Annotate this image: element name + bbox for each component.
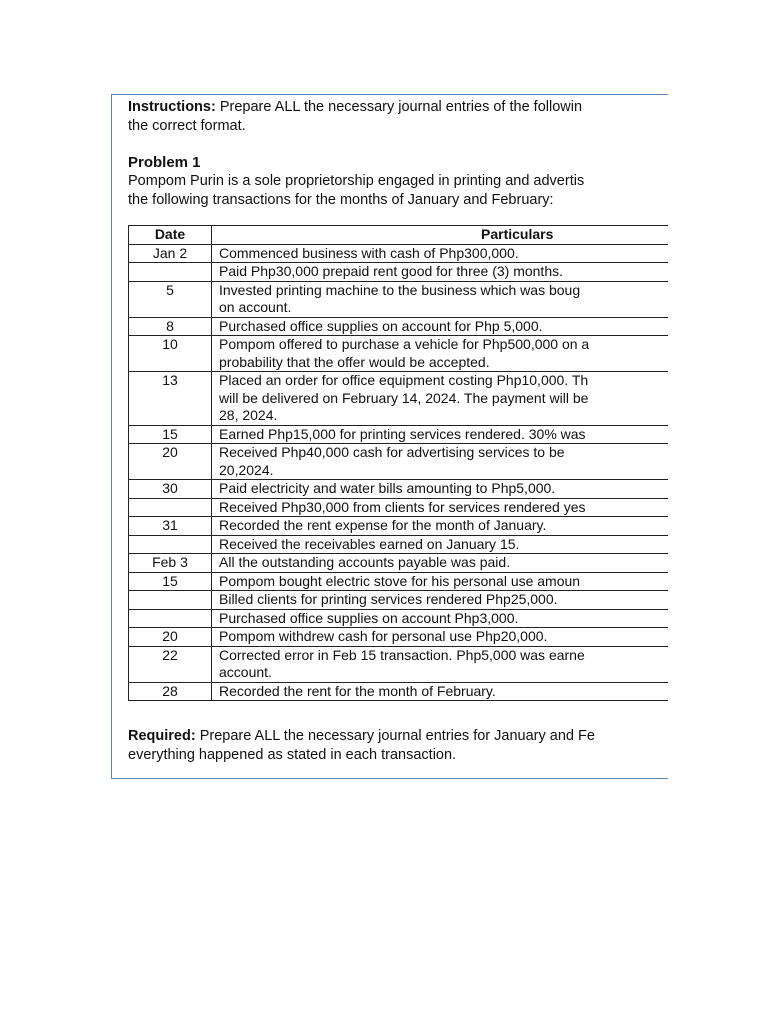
date-cell: 28 [129,682,212,701]
instructions-line-1 [128,98,582,117]
instructions-label: Instructions: [128,99,216,115]
particulars-cell [212,682,669,701]
particulars-line: Recorded the rent expense for the month of January. [219,517,547,533]
date-cell: Feb 3 [129,554,212,573]
date-cell: Jan 2 [129,244,212,263]
date-cell: 15 [129,425,212,444]
table-row [129,517,669,536]
particulars-line: Received Php40,000 cash for advertising services to be [219,444,565,460]
particulars-cell [212,244,669,263]
particulars-line: Received Php30,000 from clients for services rendered yes [219,498,586,515]
particulars-line: Purchased office supplies on account Php3,000. [219,609,519,626]
table-row [129,498,669,517]
required-text: Prepare ALL the necessary journal entries for January and Fe [199,728,595,744]
problem-description [128,172,584,210]
date-cell: 30 [129,480,212,499]
date-cell [129,609,212,628]
particulars-column-header: Particulars [212,226,669,245]
particulars-line: Received the receivables earned on January 15. [219,535,520,552]
particulars-cell [212,263,669,282]
particulars-line: on account. [219,299,292,315]
particulars-cell [212,336,669,372]
table-row [129,572,669,591]
date-cell: 13 [129,372,212,426]
instructions-block [128,98,582,136]
particulars-cell [212,628,669,647]
document-page [111,94,668,779]
particulars-line: 28, 2024. [219,407,278,423]
date-cell: 5 [129,281,212,317]
particulars-line: Billed clients for printing services rendered Php25,000. [219,591,558,607]
table-header-row [129,226,669,245]
table-row [129,646,669,682]
particulars-line: Pompom withdrew cash for personal use Php20,000. [219,628,548,644]
required-line-2: everything happened as stated in each transaction. [128,747,457,763]
table-row [129,372,669,426]
particulars-line: Corrected error in Feb 15 transaction. Php5,000 was earne [219,646,585,663]
particulars-cell [212,498,669,517]
particulars-line: Purchased office supplies on account for Php 5,000. [219,317,543,334]
problem-line-1: Pompom Purin is a sole proprietorship engaged in printing and advertis [128,173,585,189]
table-row [129,281,669,317]
particulars-cell [212,572,669,591]
particulars-cell [212,317,669,336]
date-cell: 8 [129,317,212,336]
problem-title: Problem 1 [128,154,201,171]
table-row [129,263,669,282]
particulars-line: Recorded the rent for the month of February. [219,682,496,699]
particulars-line: probability that the offer would be accepted. [219,353,490,370]
date-cell: 20 [129,444,212,480]
date-cell [129,591,212,610]
particulars-line: will be delivered on February 14, 2024. The payment will be [219,389,589,406]
particulars-cell [212,609,669,628]
table-row [129,425,669,444]
particulars-line: Paid Php30,000 prepaid rent good for three (3) months. [219,263,563,279]
particulars-line: Pompom bought electric stove for his personal use amoun [219,572,581,589]
required-label: Required: [128,728,196,744]
problem-line-2: the following transactions for the months of January and February: [128,192,554,208]
particulars-cell [212,281,669,317]
particulars-line: Placed an order for office equipment costing Php10,000. Th [219,372,589,388]
table-row [129,554,669,573]
particulars-line: 20,2024. [219,461,274,478]
date-cell: 15 [129,572,212,591]
particulars-cell [212,480,669,499]
particulars-cell [212,554,669,573]
transactions-table [128,225,668,701]
date-cell [129,535,212,554]
particulars-line: Earned Php15,000 for printing services rendered. 30% was [219,425,586,442]
particulars-line: Pompom offered to purchase a vehicle for Php500,000 on a [219,336,590,352]
date-cell [129,498,212,517]
particulars-cell [212,646,669,682]
particulars-line: Paid electricity and water bills amounting to Php5,000. [219,480,556,496]
date-cell [129,263,212,282]
date-cell: 20 [129,628,212,647]
particulars-cell [212,425,669,444]
table-row [129,628,669,647]
transactions-table-body [129,244,669,701]
particulars-cell [212,372,669,426]
table-row [129,591,669,610]
table-row [129,535,669,554]
particulars-cell [212,444,669,480]
particulars-cell [212,517,669,536]
required-line-1 [128,727,595,746]
particulars-line: Invested printing machine to the business which was boug [219,281,581,298]
table-row [129,480,669,499]
particulars-line: All the outstanding accounts payable was paid. [219,554,511,570]
instructions-text: Prepare ALL the necessary journal entries of the followin [219,99,583,115]
date-cell: 10 [129,336,212,372]
particulars-line: Commenced business with cash of Php300,000. [219,244,519,261]
table-row [129,336,669,372]
date-column-header: Date [129,226,212,245]
particulars-cell [212,591,669,610]
required-block [128,727,595,765]
table-row [129,244,669,263]
particulars-line: account. [219,664,272,680]
table-row [129,609,669,628]
table-row [129,317,669,336]
date-cell: 22 [129,646,212,682]
date-cell: 31 [129,517,212,536]
table-row [129,444,669,480]
particulars-cell [212,535,669,554]
instructions-line-2: the correct format. [128,118,246,134]
table-row [129,682,669,701]
